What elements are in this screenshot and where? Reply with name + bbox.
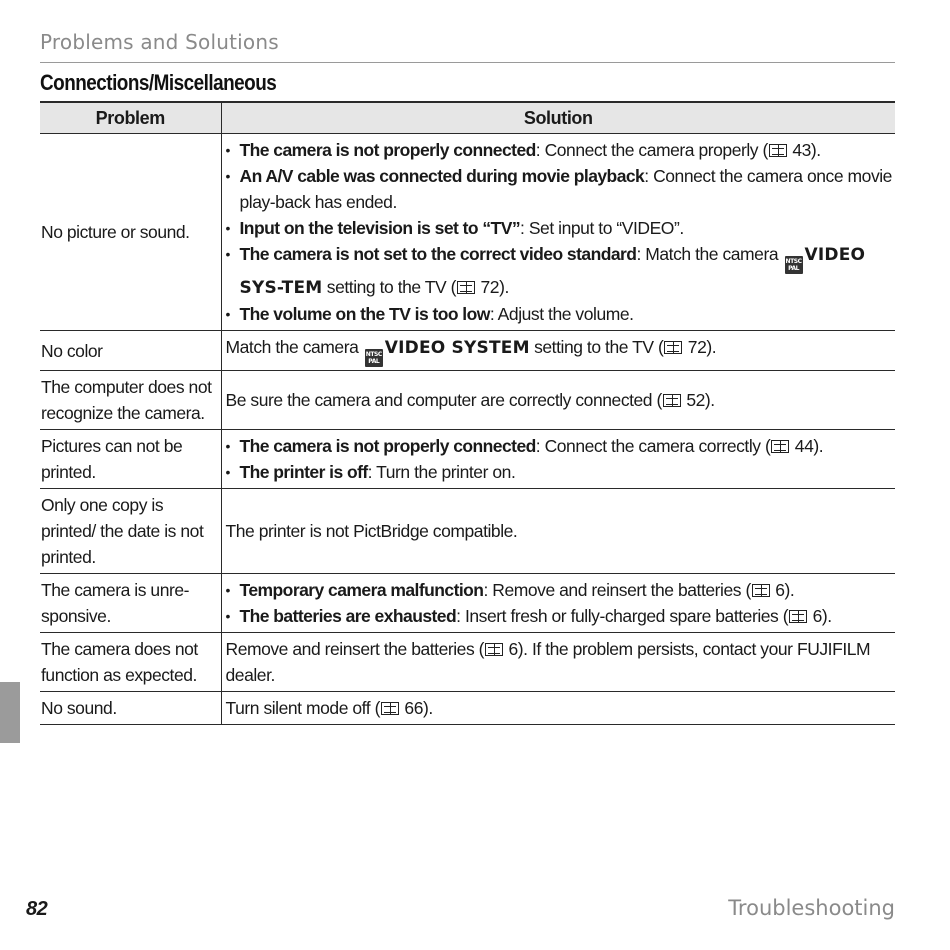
solution-item [226,603,893,629]
page-ref: 43 [792,140,811,160]
table-row [40,633,895,692]
remedy-text: Turn silent mode off ( [225,698,380,718]
book-reference-icon [789,610,807,623]
ntsc-pal-icon [785,256,803,274]
cause-text: The camera is not set to the correct video standard [239,244,637,264]
remedy-tail: ). [821,606,832,626]
solution-cell [221,574,895,633]
book-reference-icon [752,584,770,597]
solution-item [226,241,893,301]
remedy-text: : Match the camera [636,244,783,264]
table-row [40,371,895,430]
table-row [40,574,895,633]
cause-text: Input on the television is set to “TV” [239,218,521,238]
remedy-tail: ). [810,140,821,160]
solution-cell [221,134,895,331]
page-ref: 72 [687,337,707,357]
remedy-text: : Remove and reinsert the batteries ( [483,580,751,600]
solution-cell [221,692,895,725]
problem-cell: Only one copy is printed/ the date is not printed. [40,489,221,574]
problem-cell: No sound. [40,692,221,725]
solution-item [226,137,893,163]
remedy-text: : Connect the camera properly ( [535,140,768,160]
ntsc-label: NTSC [365,351,382,358]
table-row [40,692,895,725]
ntsc-label: NTSC [785,258,802,265]
remedy-tail: ). [784,580,795,600]
cause-text: The camera is not properly connected [239,140,536,160]
problem-cell: No picture or sound. [40,134,221,331]
remedy-tail: ). [704,390,715,410]
remedy-tail: ). [706,337,717,357]
column-header-solution: Solution [221,102,895,134]
remedy-text: setting to the TV ( [529,337,664,357]
problem-cell: No color [40,331,221,371]
solution-cell [221,633,895,692]
solution-list [226,577,893,629]
running-header: Problems and Solutions [40,30,279,54]
solution-item [226,459,893,485]
cause-text: An A/V cable was connected during movie playback [239,166,645,186]
chapter-thumb-tab [0,682,20,743]
remedy-text: Match the camera [225,337,363,357]
cause-text: The volume on the TV is too low [239,304,490,324]
remedy-text: : Turn the printer on. [367,462,516,482]
remedy-text: : Set input to “VIDEO”. [520,218,684,238]
cause-text: The printer is off [239,462,368,482]
remedy-text: : Insert fresh or fully-charged spare batteries ( [456,606,789,626]
problem-cell: The camera is unre-sponsive. [40,574,221,633]
book-reference-icon [769,144,787,157]
menu-item-name: VIDEO SYSTEM [384,338,530,358]
solution-list [226,433,893,485]
book-reference-icon [664,341,682,354]
remedy-tail: ). [813,436,824,456]
page-number: 82 [26,898,48,920]
solution-item [226,301,893,327]
header-divider [40,62,895,63]
remedy-text: Be sure the camera and computer are correctly connected ( [225,390,662,410]
page-ref: 44 [794,436,814,456]
solution-item [226,215,893,241]
remedy-tail: ). [499,277,509,297]
solution-item [226,433,893,459]
cause-text: The batteries are exhausted [239,606,457,626]
pal-label: PAL [368,358,380,365]
page-ref: 6 [508,639,518,659]
troubleshooting-table-wrap [40,101,895,725]
table-row [40,134,895,331]
remedy-text: : Connect the camera correctly ( [535,436,771,456]
remedy-text: Remove and reinsert the batteries ( [225,639,485,659]
solution-cell [221,489,895,574]
remedy-text: setting to the TV ( [322,277,457,297]
page-ref: 72 [480,277,500,297]
page-ref: 6 [812,606,822,626]
problem-cell: The camera does not function as expected. [40,633,221,692]
solution-list [226,137,893,327]
solution-cell [221,430,895,489]
page-ref: 66 [404,698,423,718]
ntsc-pal-icon [365,349,383,367]
column-header-problem: Problem [40,102,221,134]
page-ref: 6 [775,580,785,600]
remedy-text: : Connect the camera once movie play-back has ended. [239,166,892,212]
remedy-tail: ). [422,698,433,718]
remedy-tail: ). If the problem persists, contact your FUJIFILM dealer. [225,639,871,685]
cause-text: Temporary camera malfunction [239,580,484,600]
chapter-title: Troubleshooting [728,896,895,920]
book-reference-icon [381,702,399,715]
remedy-text: : Adjust the volume. [489,304,634,324]
solution-item [226,577,893,603]
solution-cell [221,331,895,371]
book-reference-icon [771,440,789,453]
cause-text: The camera is not properly connected [239,436,536,456]
section-heading: Connections/Miscellaneous [40,70,277,95]
solution-cell [221,371,895,430]
table-row [40,331,895,371]
book-reference-icon [457,281,475,294]
problem-cell: Pictures can not be printed. [40,430,221,489]
troubleshooting-table [40,101,895,725]
menu-item-name: VIDEO SYS-TEM [239,245,866,298]
book-reference-icon [663,394,681,407]
book-reference-icon [485,643,503,656]
table-row [40,430,895,489]
problem-cell: The computer does not recognize the camera. [40,371,221,430]
pal-label: PAL [788,265,800,272]
remedy-text: The printer is not PictBridge compatible. [225,521,518,541]
table-row [40,489,895,574]
table-header-row [40,102,895,134]
solution-item [226,163,893,215]
page-ref: 52 [686,390,705,410]
